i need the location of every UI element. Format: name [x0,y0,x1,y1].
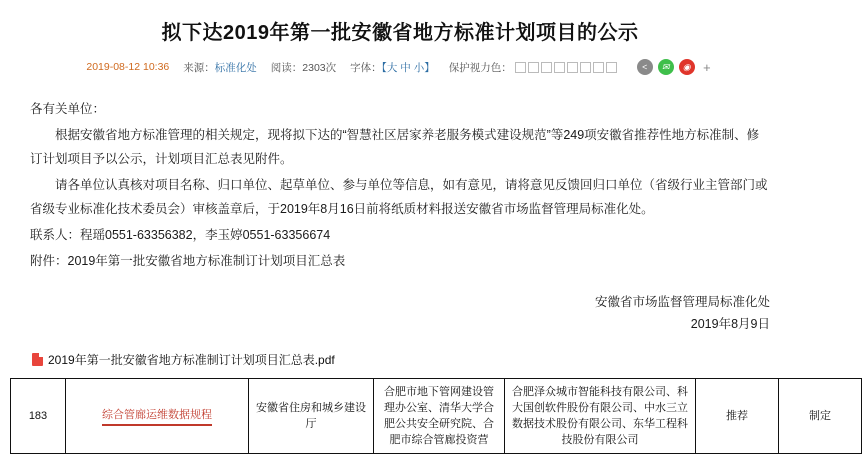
signature-date: 2019年8月9日 [690,317,770,331]
cell-standard-name [66,379,249,454]
publish-date: 2019-08-12 10:36 [86,61,170,73]
source-meta [183,60,257,75]
paragraph-3: 联系人：程瑶0551-63356382，李玉婷0551-63356674 [30,228,331,242]
attachment-filename[interactable]: 2019年第一批安徽省地方标准制订计划项目汇总表.pdf [48,353,335,367]
page-title: 拟下达2019年第一批安徽省地方标准计划项目的公示 [161,22,639,44]
views-value: 2303次 [302,61,337,74]
share-icon[interactable]: < [637,59,653,75]
standard-name-text: 综合管廊运维数据规程 [102,407,212,426]
swatch-5[interactable] [567,62,578,73]
paragraph-2: 请各单位认真核对项目名称、归口单位、起草单位、参与单位等信息，如有意见，请将意见反馈回归口单位（省级行业主管部门或省级专业标准化技术委员会）审核盖章后，于2019年8月16日前将纸质材料报送安徽省市场监督管理局标准化处。 [30,178,768,216]
swatch-8[interactable] [606,62,617,73]
eye-protect-meta [449,60,617,75]
source-label: 来源： [183,61,215,74]
article-meta-bar [0,59,800,75]
article-body [30,97,770,273]
attachment-link[interactable] [32,351,800,368]
font-size-meta [350,60,435,75]
eye-protect-swatches[interactable] [515,62,617,73]
signature-block [0,291,770,335]
share-icon-group [637,59,714,75]
table-row [11,379,862,454]
plan-table [10,378,862,454]
font-size-options[interactable]: 【大 中 小】 [381,61,435,74]
cell-no: 183 [11,379,66,454]
paragraph-4: 附件：2019年第一批安徽省地方标准制订计划项目汇总表 [30,254,346,268]
source-value[interactable]: 标准化处 [214,61,257,74]
views-label: 阅读： [270,61,303,74]
cell-participants: 合肥泽众城市智能科技有限公司、科大国创软件股份有限公司、中水三立数据技术股份有限公司、东华工程科技股份有限公司 [505,379,696,454]
pdf-file-icon [32,353,43,366]
swatch-4[interactable] [554,62,565,73]
swatch-7[interactable] [593,62,604,73]
swatch-3[interactable] [541,62,552,73]
swatch-2[interactable] [528,62,539,73]
cell-plan: 制定 [779,379,862,454]
weibo-icon[interactable]: ◉ [679,59,695,75]
swatch-1[interactable] [515,62,526,73]
salutation: 各有关单位： [30,102,106,116]
signature-org: 安徽省市场监督管理局标准化处 [594,295,770,309]
swatch-6[interactable] [580,62,591,73]
cell-department: 安徽省住房和城乡建设厅 [249,379,374,454]
cell-type: 推荐 [696,379,779,454]
views-meta [271,60,336,75]
more-icon[interactable]: + [700,60,714,74]
cell-drafting-units: 合肥市地下管网建设管理办公室、清华大学合肥公共安全研究院、合肥市综合管廊投资营 [374,379,505,454]
wechat-icon[interactable]: ✉ [658,59,674,75]
eye-protect-label: 保护视力色： [448,61,512,74]
paragraph-1: 根据安徽省地方标准管理的相关规定，现将拟下达的“智慧社区居家养老服务模式建设规范”等249项安徽省推荐性地方标准制、修订计划项目予以公示，计划项目汇总表见附件。 [30,128,760,166]
font-label: 字体： [350,61,382,74]
